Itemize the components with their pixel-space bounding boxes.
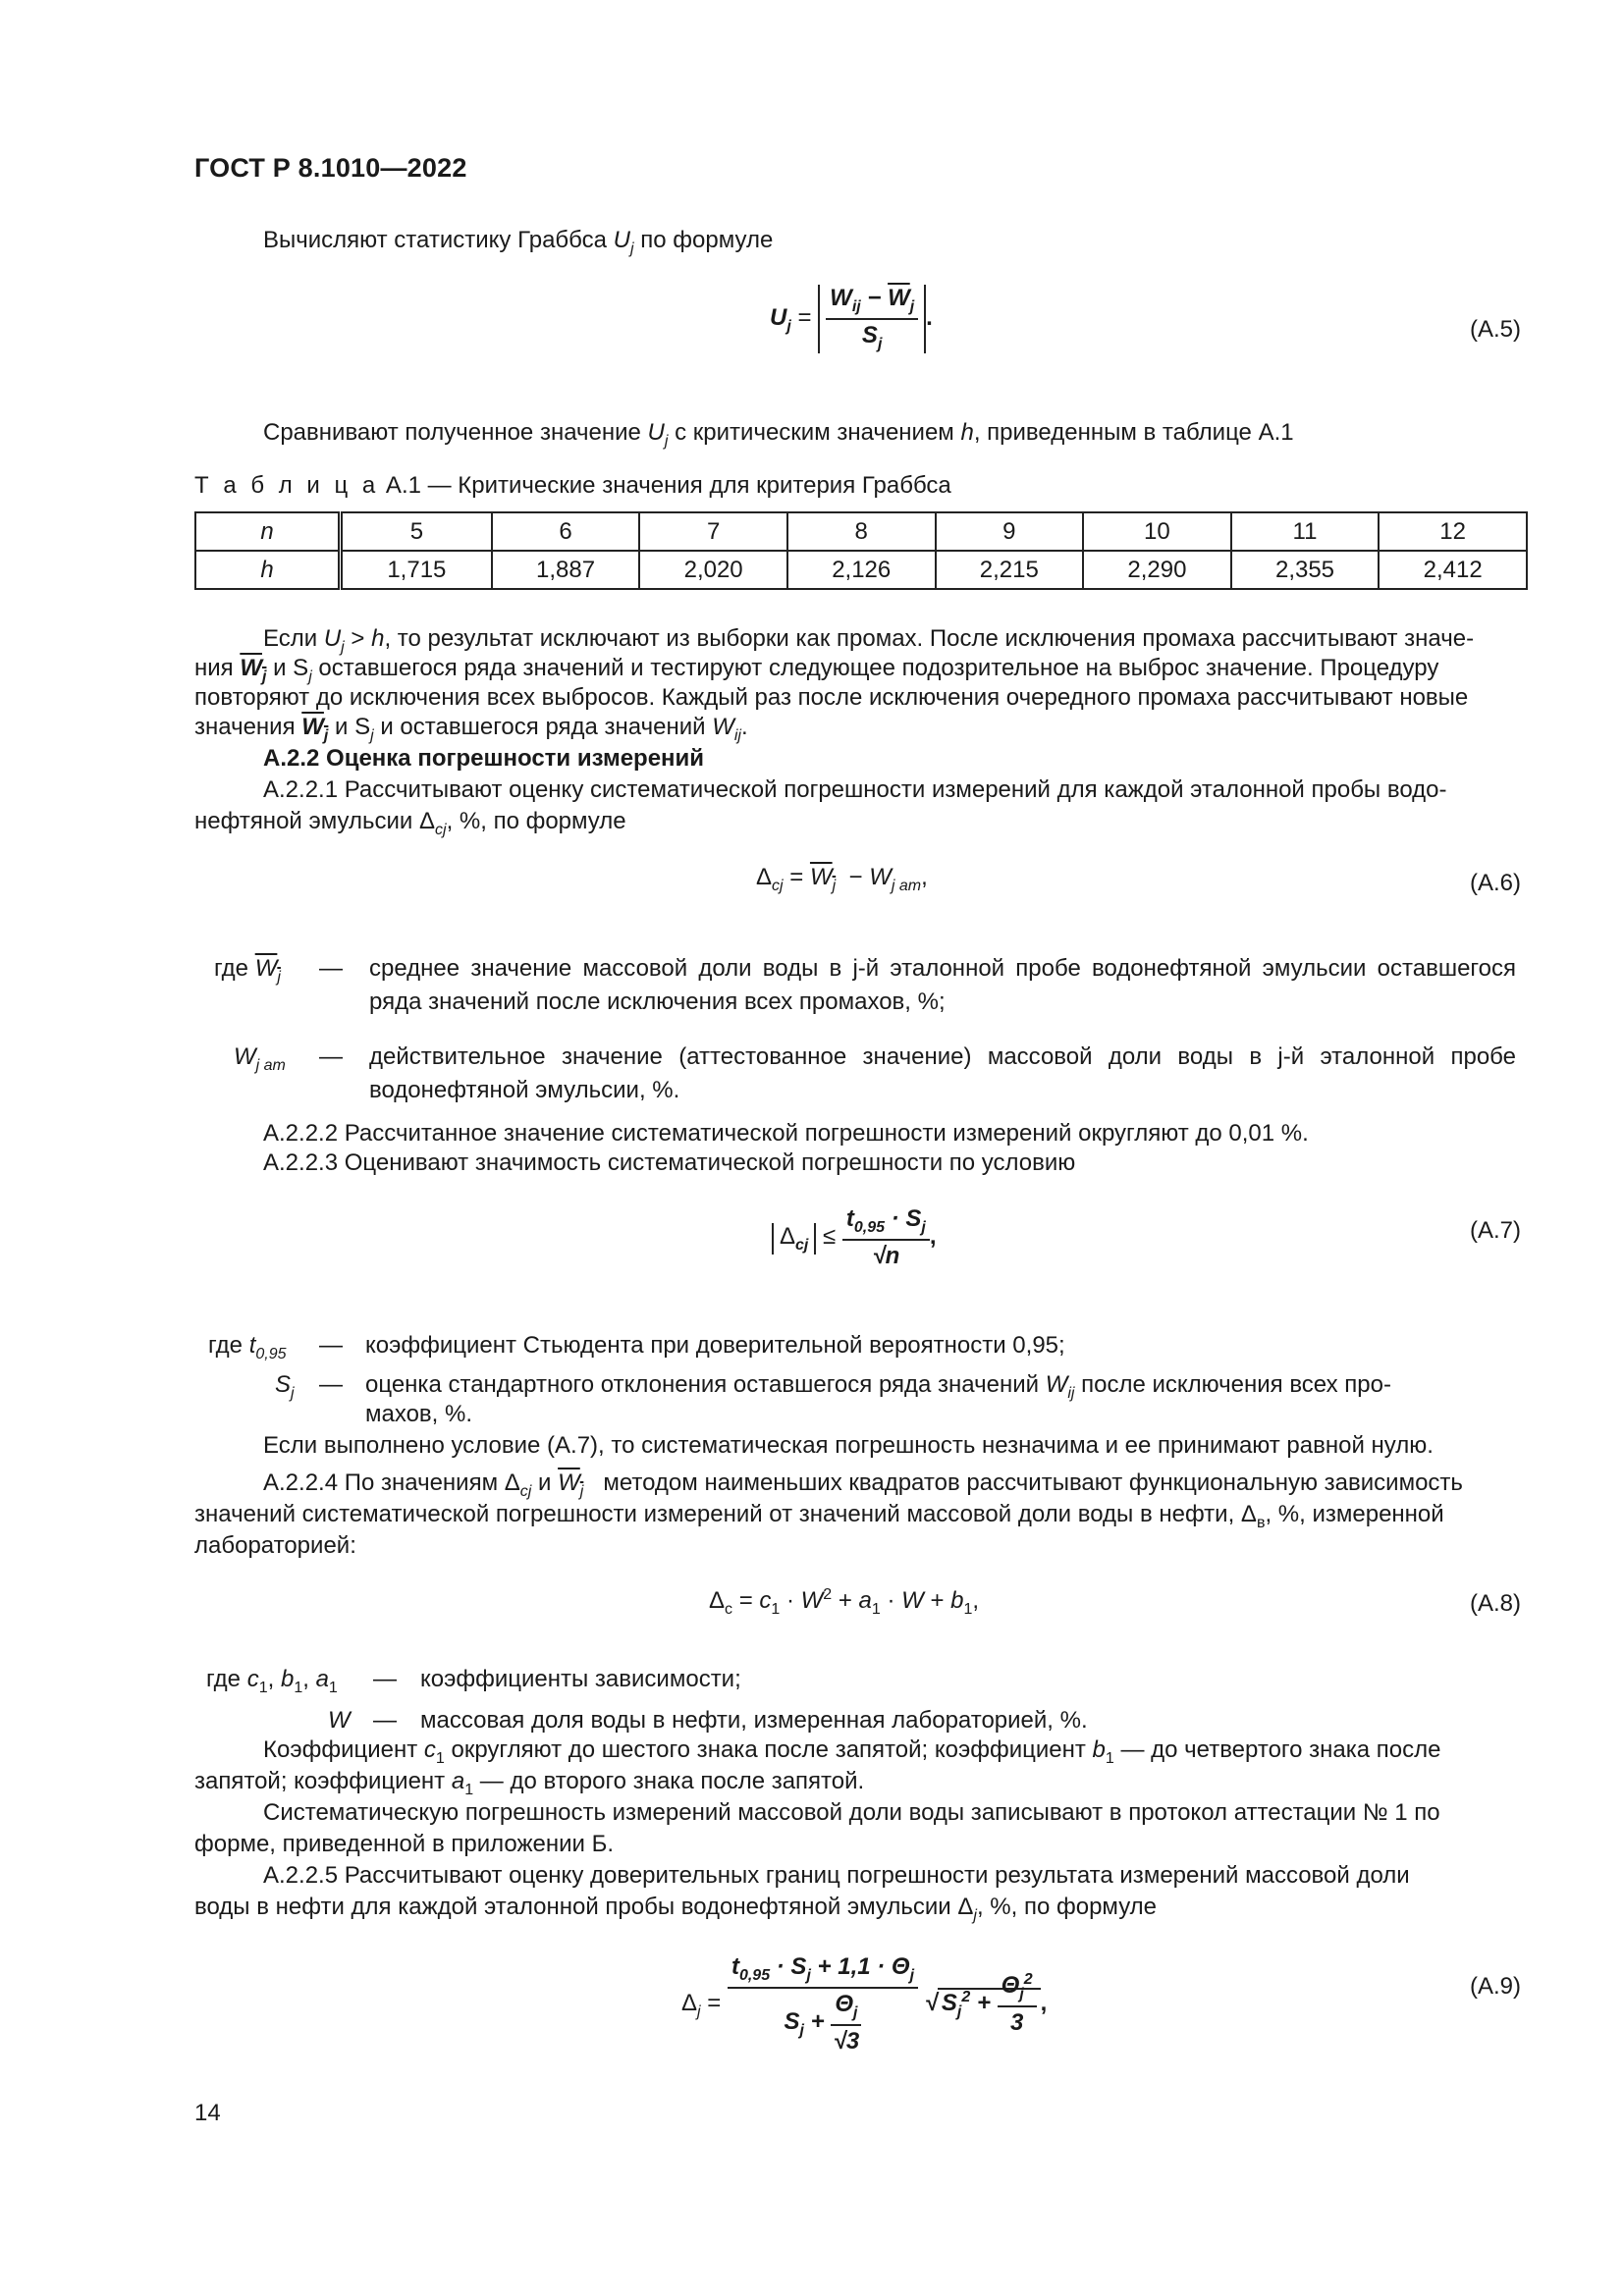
table-cell: 2,290	[1083, 551, 1231, 589]
grubbs-critical-table	[194, 511, 1528, 590]
formula-a9: $\Delta_j$ = $t_{0,95} \cdot S_j + 1,1 \cdot \Theta_j$ $S_j$ + $\frac{\Theta_j}{√3}$ √ $S_j^2$ + $\frac{\Theta_j^2}{3}$ ,	[681, 1953, 1048, 2055]
table-cell: 6	[492, 512, 640, 551]
table-cell: 2,355	[1231, 551, 1380, 589]
table-cell: 1,887	[492, 551, 640, 589]
equation-number-a9: (А.9)	[1470, 1973, 1522, 2000]
paragraph-grubbs-intro: Вычисляют статистику Граббса $U_j$ по формуле	[263, 227, 774, 257]
table-row-label-h: h	[195, 551, 341, 589]
equation-number-a7: (А.7)	[1470, 1217, 1522, 1244]
table-cell: 2,412	[1379, 551, 1527, 589]
table-cell: 2,020	[639, 551, 787, 589]
formula-a6: $\Delta_{cj} = W_j - W_{j am}$,	[756, 864, 928, 894]
formula-a8: $\Delta_с = c_1 \cdot W^2 + a_1 \cdot W + b_1$,	[709, 1586, 980, 1618]
equation-number-a8: (А.8)	[1470, 1590, 1522, 1617]
table-cell: 2,215	[936, 551, 1084, 589]
paragraph-a2222: А.2.2.2 Рассчитанное значение систематической погрешности измерений округляют до 0,01 %.	[263, 1120, 1309, 1147]
table-cell: 11	[1231, 512, 1380, 551]
page-number: 14	[194, 2100, 221, 2126]
table-cell: 1,715	[341, 551, 492, 589]
formula-a5: $U_j$ = $\frac{W_{ij} - \overline{W}_j}{S_j}$ .	[770, 285, 933, 352]
document-page: ГОСТ Р 8.1010—2022 Вычисляют статистику Граббса $U_j$ по формуле $U_j$ = $\frac{W_{ij} - \overline{W}_j}{S_j}$ . (А.5) Сравнивают полученное значение $U_j$ с критическим значением h, приведенным в таблице А.1 Т а б л и ц а А.1 — Критические значения для критерия Граббса n 5 6 7 8 9 10 11 12 h 1,715 1,887 2,020 2,126 2,215 2,290 2,355 2,412 Если $U_j > h$, то результат исключают из выборки как промах. После исключения промаха рассчитывают значе- ния $W_j$ и $S_j$ оставшегося ряда значений и тестируют следующее подозрительное на выброс значение. Процедуру повторяют до исключения всех выбросов. Каждый раз после исключения очередного промаха рассчитывают новые значения $W_j$ и $S_j$ и оставшегося ряда значений $W_{ij}$. А.2.2 Оценка погрешности измерений А.2.2.1 Рассчитывают оценку систематической погрешности измерений для каждой эталонной пробы водо- нефтяной эмульсии $\Delta_{cj}$, %, по формуле $\Delta_{cj} = W_j - W_{j am}$, (А.6) где $W_j$ — среднее значение массовой доли воды в j-й эталонной пробе водонефтяной эмульсии оставшегося ряда значений после исключения всех промахов, %; $W_{j am}$ — действительное значение (аттестованное значение) массовой доли воды в j-й эталонной пробе водонефтяной эмульсии, %. А.2.2.2 Рассчитанное значение систематической погрешности измерений округляют до 0,01 %. А.2.2.3 Оценивают значимость систематической погрешности по условию $\Delta_{cj}$ ≤ $\frac{t_{0,95} \cdot S_j}{√n}$ , (А.7) где $t_{0,95}$ — коэффициент Стьюдента при доверительной вероятности 0,95; $S_j$ — оценка стандартного отклонения оставшегося ряда значений $W_{ij}$ после исключения всех про- махов, %. Если выполнено условие (А.7), то систематическая погрешность незначима и ее принимают равной нулю. А.2.2.4 По значениям $\Delta_{cj}$ и $W_j$ методом наименьших квадратов рассчитывают функциональную зависимость значений систематической погрешности измерений от значений массовой доли воды в нефти, $\Delta_в$, %, измеренной лабораторией: $\Delta_с = c_1 \cdot W^2 + a_1 \cdot W + b_1$, (А.8) где $c_1$, $b_1$, $a_1$ — коэффициенты зависимости; W — массовая доля воды в нефти, измеренная лабораторией, %. Коэффициент $c_1$ округляют до шестого знака после запятой; коэффициент $b_1$ — до четвертого знака после запятой; коэффициент $a_1$ — до второго знака после запятой. Систематическую погрешность измерений массовой доли воды записывают в протокол аттестации № 1 по форме, приведенной в приложении Б. А.2.2.5 Рассчитывают оценку доверительных границ погрешности результата измерений массовой доли воды в нефти для каждой эталонной пробы водонефтяной эмульсии $\Delta_j$, %, по формуле $\Delta_j$ = $t_{0,95} \cdot S_j + 1,1 \cdot \Theta_j$ $S_j$ + $\frac{\Theta_j}{√3}$ √ $S_j^2$ + $\frac{\Theta_j^2}{3}$ , (А.9) 14	[0, 0, 1624, 2296]
section-title: А.2.2 Оценка погрешности измерений	[263, 745, 705, 772]
table-cell: 9	[936, 512, 1084, 551]
table-caption: Т а б л и ц а А.1 — Критические значения для критерия Граббса	[194, 472, 951, 499]
equation-number-a6: (А.6)	[1470, 870, 1522, 896]
table-cell: 10	[1083, 512, 1231, 551]
equation-number-a5: (А.5)	[1470, 316, 1522, 343]
paragraph-compare: Сравнивают полученное значение $U_j$ с критическим значением h, приведенным в таблице А.1	[263, 419, 1294, 450]
table-row	[195, 512, 1527, 551]
table-row	[195, 551, 1527, 589]
table-cell: 12	[1379, 512, 1527, 551]
paragraph-a2223: А.2.2.3 Оценивают значимость систематической погрешности по условию	[263, 1149, 1076, 1176]
table-cell: 2,126	[787, 551, 936, 589]
paragraph-condition: Если выполнено условие (А.7), то систематическая погрешность незначима и ее принимают равной нулю.	[263, 1432, 1434, 1459]
formula-a7: $\Delta_{cj}$ ≤ $\frac{t_{0,95} \cdot S_j}{√n}$ ,	[772, 1205, 937, 1270]
document-header: ГОСТ Р 8.1010—2022	[194, 153, 467, 183]
table-row-label-n: n	[195, 512, 341, 551]
table-cell: 5	[341, 512, 492, 551]
table-cell: 7	[639, 512, 787, 551]
table-cell: 8	[787, 512, 936, 551]
